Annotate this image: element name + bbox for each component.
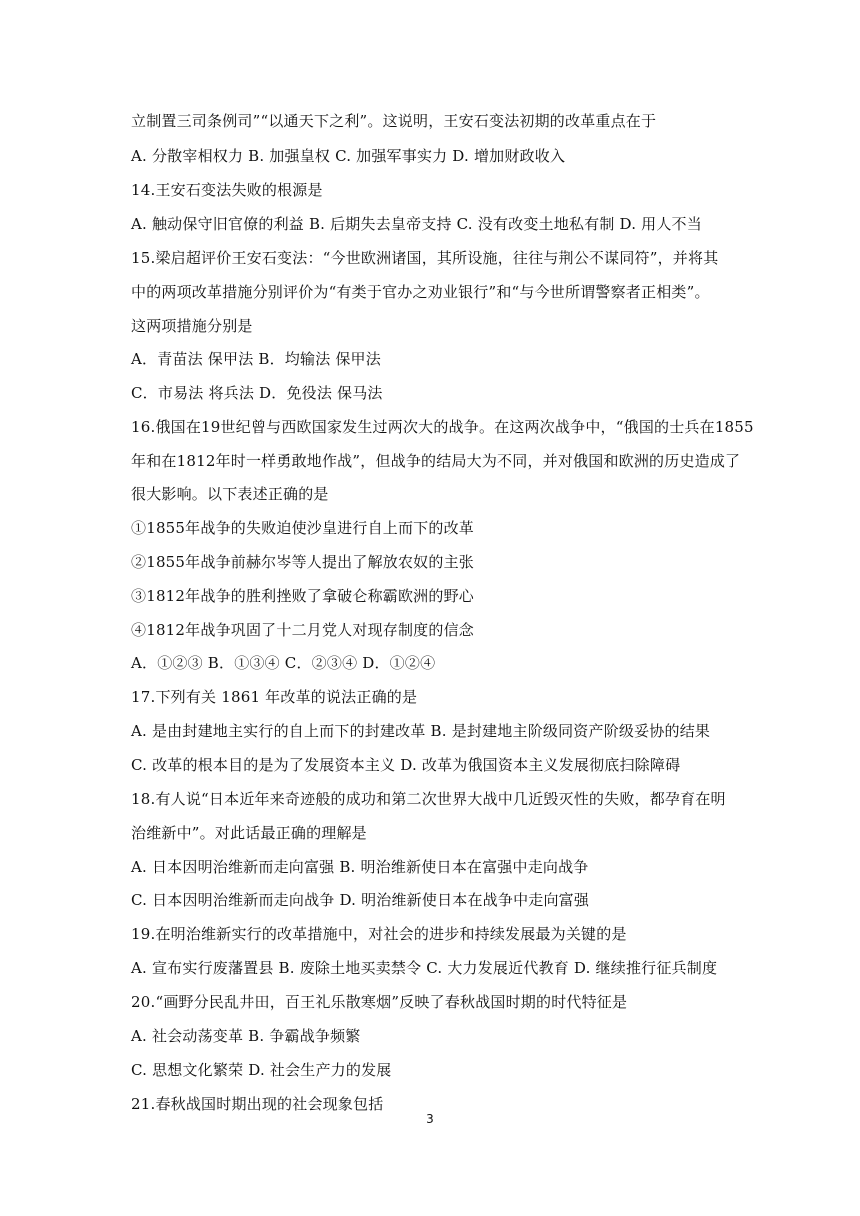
option-line: A．①②③ B．①③④ C．②③④ D．①②④ (131, 654, 436, 672)
option-line: C. 思想文化繁荣 D. 社会生产力的发展 (131, 1061, 392, 1079)
option-line: A. 日本因明治维新而走向富强 B. 明治维新使日本在富强中走向战争 (131, 858, 589, 876)
question-line: 18.有人说“日本近年来奇迹般的成功和第二次世界大战中几近毁灭性的失败，都孕育在明 (131, 790, 726, 808)
option-line: A. 分散宰相权力 B. 加强皇权 C. 加强军事实力 D. 增加财政收入 (131, 147, 566, 165)
option-line: A. 社会动荡变革 B. 争霸战争频繁 (131, 1027, 361, 1045)
text-line: 年和在1812年时一样勇敢地作战”，但战争的结局大为不同，并对俄国和欧洲的历史造成了 (131, 452, 741, 470)
statement-line: ③1812年战争的胜利挫败了拿破仑称霸欧洲的野心 (131, 587, 474, 605)
option-line: A. 触动保守旧官僚的利益 B. 后期失去皇帝支持 C. 没有改变土地私有制 D. 用人不当 (131, 215, 702, 233)
statement-line: ④1812年战争巩固了十二月党人对现存制度的信念 (131, 621, 474, 639)
option-line: A. 宣布实行废藩置县 B. 废除土地买卖禁令 C. 大力发展近代教育 D. 继续推行征兵制度 (131, 959, 718, 977)
option-line: C. 改革的根本目的是为了发展资本主义 D. 改革为俄国资本主义发展彻底扫除障碍 (131, 756, 681, 774)
option-line: A．青苗法 保甲法 B．均输法 保甲法 (131, 350, 381, 368)
text-line: 很大影响。以下表述正确的是 (131, 485, 329, 503)
text-line: 中的两项改革措施分别评价为“有类于官办之劝业银行”和“与今世所谓警察者正相类”。 (131, 283, 710, 301)
option-line: A. 是由封建地主实行的自上而下的封建改革 B. 是封建地主阶级同资产阶级妥协的结果 (131, 722, 711, 740)
text-line: 这两项措施分别是 (131, 317, 253, 335)
question-line: 21.春秋战国时期出现的社会现象包括 (131, 1095, 384, 1113)
statement-line: ①1855年战争的失败迫使沙皇进行自上而下的改革 (131, 519, 474, 537)
text-line: 治维新中”。对此话最正确的理解是 (131, 824, 367, 842)
text-line: 立制置三司条例司”“以通天下之利”。这说明，王安石变法初期的改革重点在于 (131, 112, 657, 130)
statement-line: ②1855年战争前赫尔岑等人提出了解放农奴的主张 (131, 553, 474, 571)
question-line: 15.梁启超评价王安石变法：“今世欧洲诸国，其所设施，往往与荆公不谋同符”，并将其 (131, 249, 719, 267)
question-line: 20.“画野分民乱井田，百王礼乐散寒烟”反映了春秋战国时期的时代特征是 (131, 993, 628, 1011)
question-line: 16.俄国在19世纪曾与西欧国家发生过两次大的战争。在这两次战争中，“俄国的士兵在1855 (131, 418, 754, 436)
option-line: C．市易法 将兵法 D．免役法 保马法 (131, 384, 383, 402)
question-line: 17.下列有关 1861 年改革的说法正确的是 (131, 688, 418, 706)
question-line: 14.王安石变法失败的根源是 (131, 181, 323, 199)
question-line: 19.在明治维新实行的改革措施中，对社会的进步和持续发展最为关键的是 (131, 925, 627, 943)
option-line: C. 日本因明治维新而走向战争 D. 明治维新使日本在战争中走向富强 (131, 891, 590, 909)
page-number: 3 (426, 1112, 434, 1126)
